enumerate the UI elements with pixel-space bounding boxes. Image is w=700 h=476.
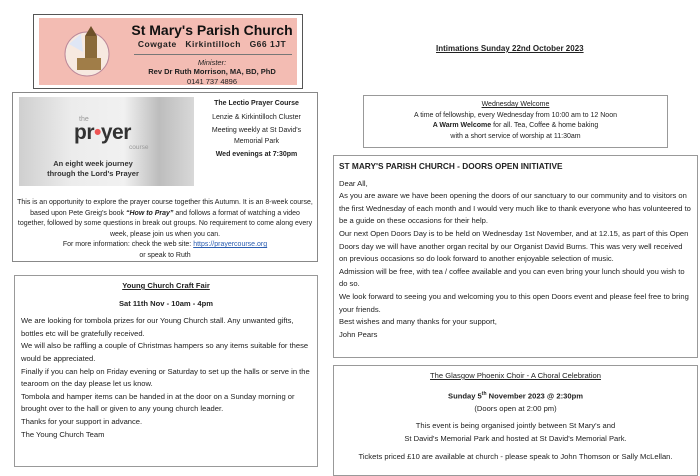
image-tagline: An eight week journey through the Lord's Prayer: [47, 159, 139, 178]
greeting: Dear All,: [339, 178, 368, 188]
paragraph: We are looking for tombola prizes for our Young Church stall. Any unwanted gifts, bottles etc will be gratefully received.: [21, 316, 294, 338]
intimations-title: Intimations Sunday 22nd October 2023: [436, 44, 584, 53]
choir-title: The Glasgow Phoenix Choir - A Choral Celebration: [430, 371, 601, 380]
paragraph: Tombola and hamper items can be handed in at the door on a Sunday morning or brought over to the hall or given to any young church leader.: [21, 391, 295, 414]
minister-label: Minister:: [197, 58, 227, 67]
doors-time: (Doors open at 2:00 pm): [474, 403, 557, 413]
notice-text: A Warm Welcome for all. Tea, Coffee & home baking: [432, 122, 599, 129]
church-name: St Mary's Parish Church: [131, 22, 293, 38]
paragraph: Best wishes and many thanks for your support,: [339, 317, 497, 327]
logo-text: the: [79, 116, 89, 123]
paragraph: Our next Open Doors Day is to be held on Wednesday 1st November, and at 12.15, as part of this Open Doors day we will have another organ recital by our Organist David Burns. This was very well received on previous occasions so do look forward to another enjoyable selection of music.: [339, 228, 689, 264]
church-header: [33, 14, 303, 89]
prayer-course-image: [19, 97, 194, 186]
notice-text: St David's Memorial Park and hosted at St David's Memorial Park.: [404, 433, 627, 443]
church-address: Cowgate Kirkintilloch G66 1JT: [137, 39, 287, 49]
meeting-time: Wed evenings at 7:30pm: [215, 151, 298, 158]
paragraph: Thanks for your support in advance.: [21, 416, 143, 426]
notice-text: A time of fellowship, every Wednesday from 10:00 am to 12 Noon: [414, 111, 617, 119]
logo-text: course: [129, 144, 149, 151]
signature: The Young Church Team: [21, 429, 105, 439]
craft-fair-title: Young Church Craft Fair: [122, 281, 210, 290]
phone-number: 0141 737 4896: [186, 77, 238, 86]
craft-fair-notice: [14, 275, 318, 467]
signature: John Pears: [339, 329, 378, 339]
paragraph: As you are aware we have been opening the doors of our sanctuary to our community and to visitors on the first Wednesday of each month and I would very much like to thank everyone who has volunteered to be a guide on these occasions for their help.: [339, 191, 691, 226]
wednesday-welcome-notice: [363, 95, 668, 148]
prayercourse-link[interactable]: https://prayercourse.org: [193, 241, 268, 248]
notice-text: This event is being organised jointly between St Mary's and: [415, 421, 616, 431]
cluster: Lenzie & Kirkintilloch Cluster: [212, 113, 301, 121]
paragraph: Admission will be free, with tea / coffee available and you can even bring your lunch should you wish to do so.: [339, 266, 685, 289]
prayer-course-notice: [12, 92, 318, 262]
notice-text: with a short service of worship at 11:30am: [450, 132, 581, 140]
meeting-place: Meeting weekly at St David's Memorial Park: [211, 127, 302, 145]
wednesday-title: Wednesday Welcome: [481, 101, 550, 108]
church-logo-icon: [61, 24, 113, 78]
prayer-course-body: This is an opportunity to explore the prayer course together this Autumn. It is an 8-week course, based upon Pete Greig's book “How to Pray” and follows a format of watching a video together, followed by some questions in break out groups. No requirement to come along every week, please join us when you can. For more information: check the web site: https://prayercourse.org or speak to Ruth: [17, 199, 313, 259]
paragraph: We will also be raffling a couple of Christmas hampers so any items suitable for these would be appreciated.: [21, 341, 309, 363]
doors-title: ST MARY'S PARISH CHURCH - DOORS OPEN INITIATIVE: [339, 161, 563, 171]
paragraph: Finally if you can help on Friday evening or Saturday to set up the halls or serve in the tearoom on the day please let us know.: [21, 366, 310, 389]
doors-open-notice: [333, 155, 698, 358]
divider: [134, 54, 292, 55]
minister-name: Rev Dr Ruth Morrison, MA, BD, PhD: [148, 67, 276, 76]
logo-text: pr•yer: [74, 121, 131, 144]
craft-fair-date: Sat 11th Nov - 10am - 4pm: [118, 298, 214, 308]
paragraph: We look forward to seeing you and welcoming you to this open Doors event and please feel free to bring your friends.: [339, 291, 689, 314]
choir-notice: [333, 365, 698, 476]
prayer-course-title: The Lectio Prayer Course: [214, 100, 299, 107]
tickets-text: Tickets priced £10 are available at church - please speak to John Thomson or Sally McLellan.: [358, 451, 673, 461]
prayer-course-details: [199, 99, 314, 164]
header-banner: [39, 18, 297, 85]
choir-date: Sunday 5th November 2023 @ 2:30pm: [448, 390, 583, 401]
